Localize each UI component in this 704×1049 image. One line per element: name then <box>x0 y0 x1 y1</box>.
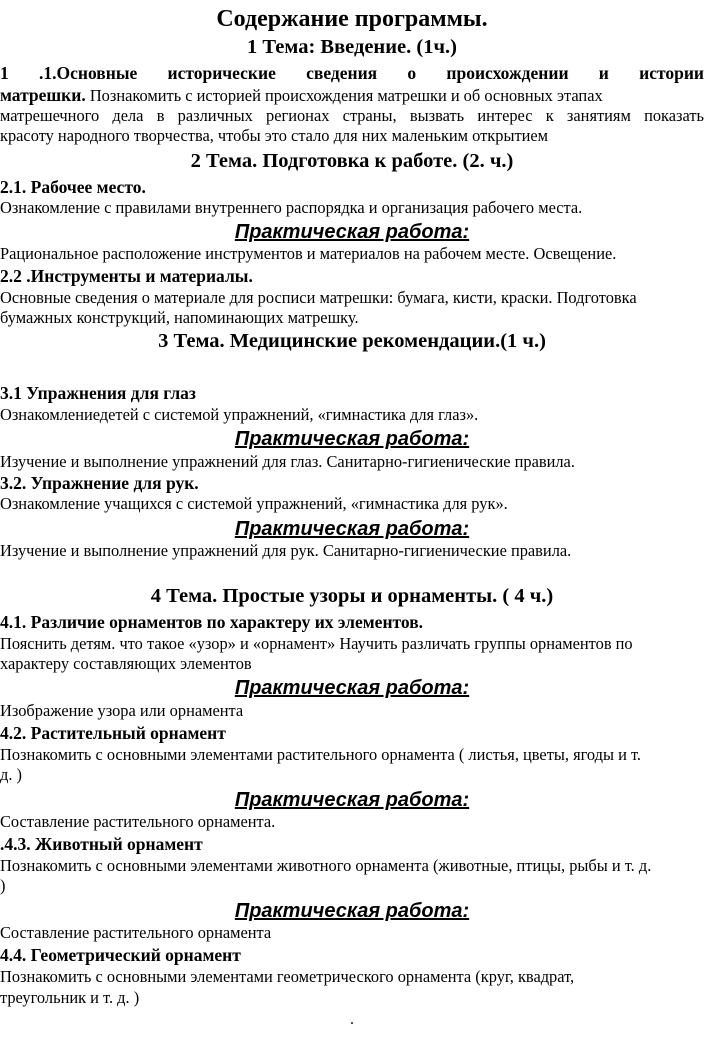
topic-1-subheading-end: матрешки. <box>0 85 86 105</box>
section-3-1-text: Ознакомлениедетей с системой упражнений, «гимнастика для глаз». <box>0 405 479 424</box>
topic-1-text-start: Познакомить с историей происхождения матрешки и об основных этапах <box>85 86 603 105</box>
section-2-1-text: Ознакомление с правилами внутреннего распорядка и организация рабочего места. <box>0 198 583 217</box>
section-3-2-heading: 3.2. Упражнение для рук. <box>0 473 199 493</box>
section-4-3-practice-text: Составление растительного орнамента <box>0 923 272 942</box>
topic-1-text-line-3: красоту народного творчества, чтобы это стало для них маленьким открытием <box>0 126 549 145</box>
topic-1-text-line-2: матрешечного дела в различных регионах страны, вызвать интерес к занятиям показать <box>0 106 704 125</box>
section-4-3-heading: .4.3. Животный орнамент <box>0 834 203 854</box>
topic-1-text-line-1 <box>0 85 704 106</box>
section-2-2-heading: 2.2 .Инструменты и материалы. <box>0 266 253 286</box>
footer-mark: . <box>350 1011 354 1028</box>
section-4-2-heading: 4.2. Растительный орнамент <box>0 723 226 743</box>
section-4-1-practice-label: Практическая работа: <box>234 677 470 699</box>
page-title: Содержание программы. <box>216 6 488 32</box>
section-4-2-text-line-1: Познакомить с основными элементами растительного орнамента ( листья, цветы, ягоды и т. <box>0 745 641 764</box>
section-4-4-text-line-2: треугольник и т. д. ) <box>0 988 140 1007</box>
section-2-1-practice-label: Практическая работа: <box>234 221 470 243</box>
section-2-2-text-line-2: бумажных конструкций, напоминающих матрешку. <box>0 308 359 327</box>
topic-1-heading: 1 Тема: Введение. (1ч.) <box>247 36 457 58</box>
topic-3-heading: 3 Тема. Медицинские рекомендации.(1 ч.) <box>158 330 546 352</box>
section-4-3-text-line-2: ) <box>0 876 6 895</box>
section-3-2-practice-label: Практическая работа: <box>234 518 470 540</box>
section-3-1-practice-label: Практическая работа: <box>234 428 470 450</box>
section-4-1-heading: 4.1. Различие орнаментов по характеру их элементов. <box>0 612 424 632</box>
section-4-2-practice-text: Составление растительного орнамента. <box>0 812 276 831</box>
section-4-3-text-line-1: Познакомить с основными элементами животного орнамента (животные, птицы, рыбы и т. д. <box>0 856 652 875</box>
section-4-1-text-line-2: характеру составляющих элементов <box>0 654 252 673</box>
topic-4-heading: 4 Тема. Простые узоры и орнаменты. ( 4 ч.) <box>150 585 554 607</box>
section-2-2-text-line-1: Основные сведения о материале для росписи матрешки: бумага, кисти, краски. Подготовка <box>0 288 637 307</box>
section-4-1-practice-text: Изображение узора или орнамента <box>0 701 244 720</box>
section-4-4-text-line-1: Познакомить с основными элементами геометрического орнамента (круг, квадрат, <box>0 967 575 986</box>
section-3-2-text: Ознакомление учащихся с системой упражнений, «гимнастика для рук». <box>0 494 508 513</box>
section-3-2-practice-text: Изучение и выполнение упражнений для рук. Санитарно-гигиенические правила. <box>0 541 572 560</box>
topic-1-subheading: 1 .1.Основные исторические сведения о происхождении и истории <box>0 63 704 83</box>
section-4-2-text-line-2: д. ) <box>0 765 22 784</box>
section-4-4-heading: 4.4. Геометрический орнамент <box>0 945 241 965</box>
topic-2-heading: 2 Тема. Подготовка к работе. (2. ч.) <box>190 150 514 172</box>
section-3-1-heading: 3.1 Упражнения для глаз <box>0 383 196 403</box>
section-4-3-practice-label: Практическая работа: <box>234 900 470 922</box>
section-2-1-heading: 2.1. Рабочее место. <box>0 177 146 197</box>
section-4-2-practice-label: Практическая работа: <box>234 789 470 811</box>
section-4-1-text-line-1: Пояснить детям. что такое «узор» и «орнамент» Научить различать группы орнаментов по <box>0 634 633 653</box>
section-2-1-practice-text: Рациональное расположение инструментов и материалов на рабочем месте. Освещение. <box>0 244 617 263</box>
section-3-1-practice-text: Изучение и выполнение упражнений для глаз. Санитарно-гигиенические правила. <box>0 452 575 471</box>
